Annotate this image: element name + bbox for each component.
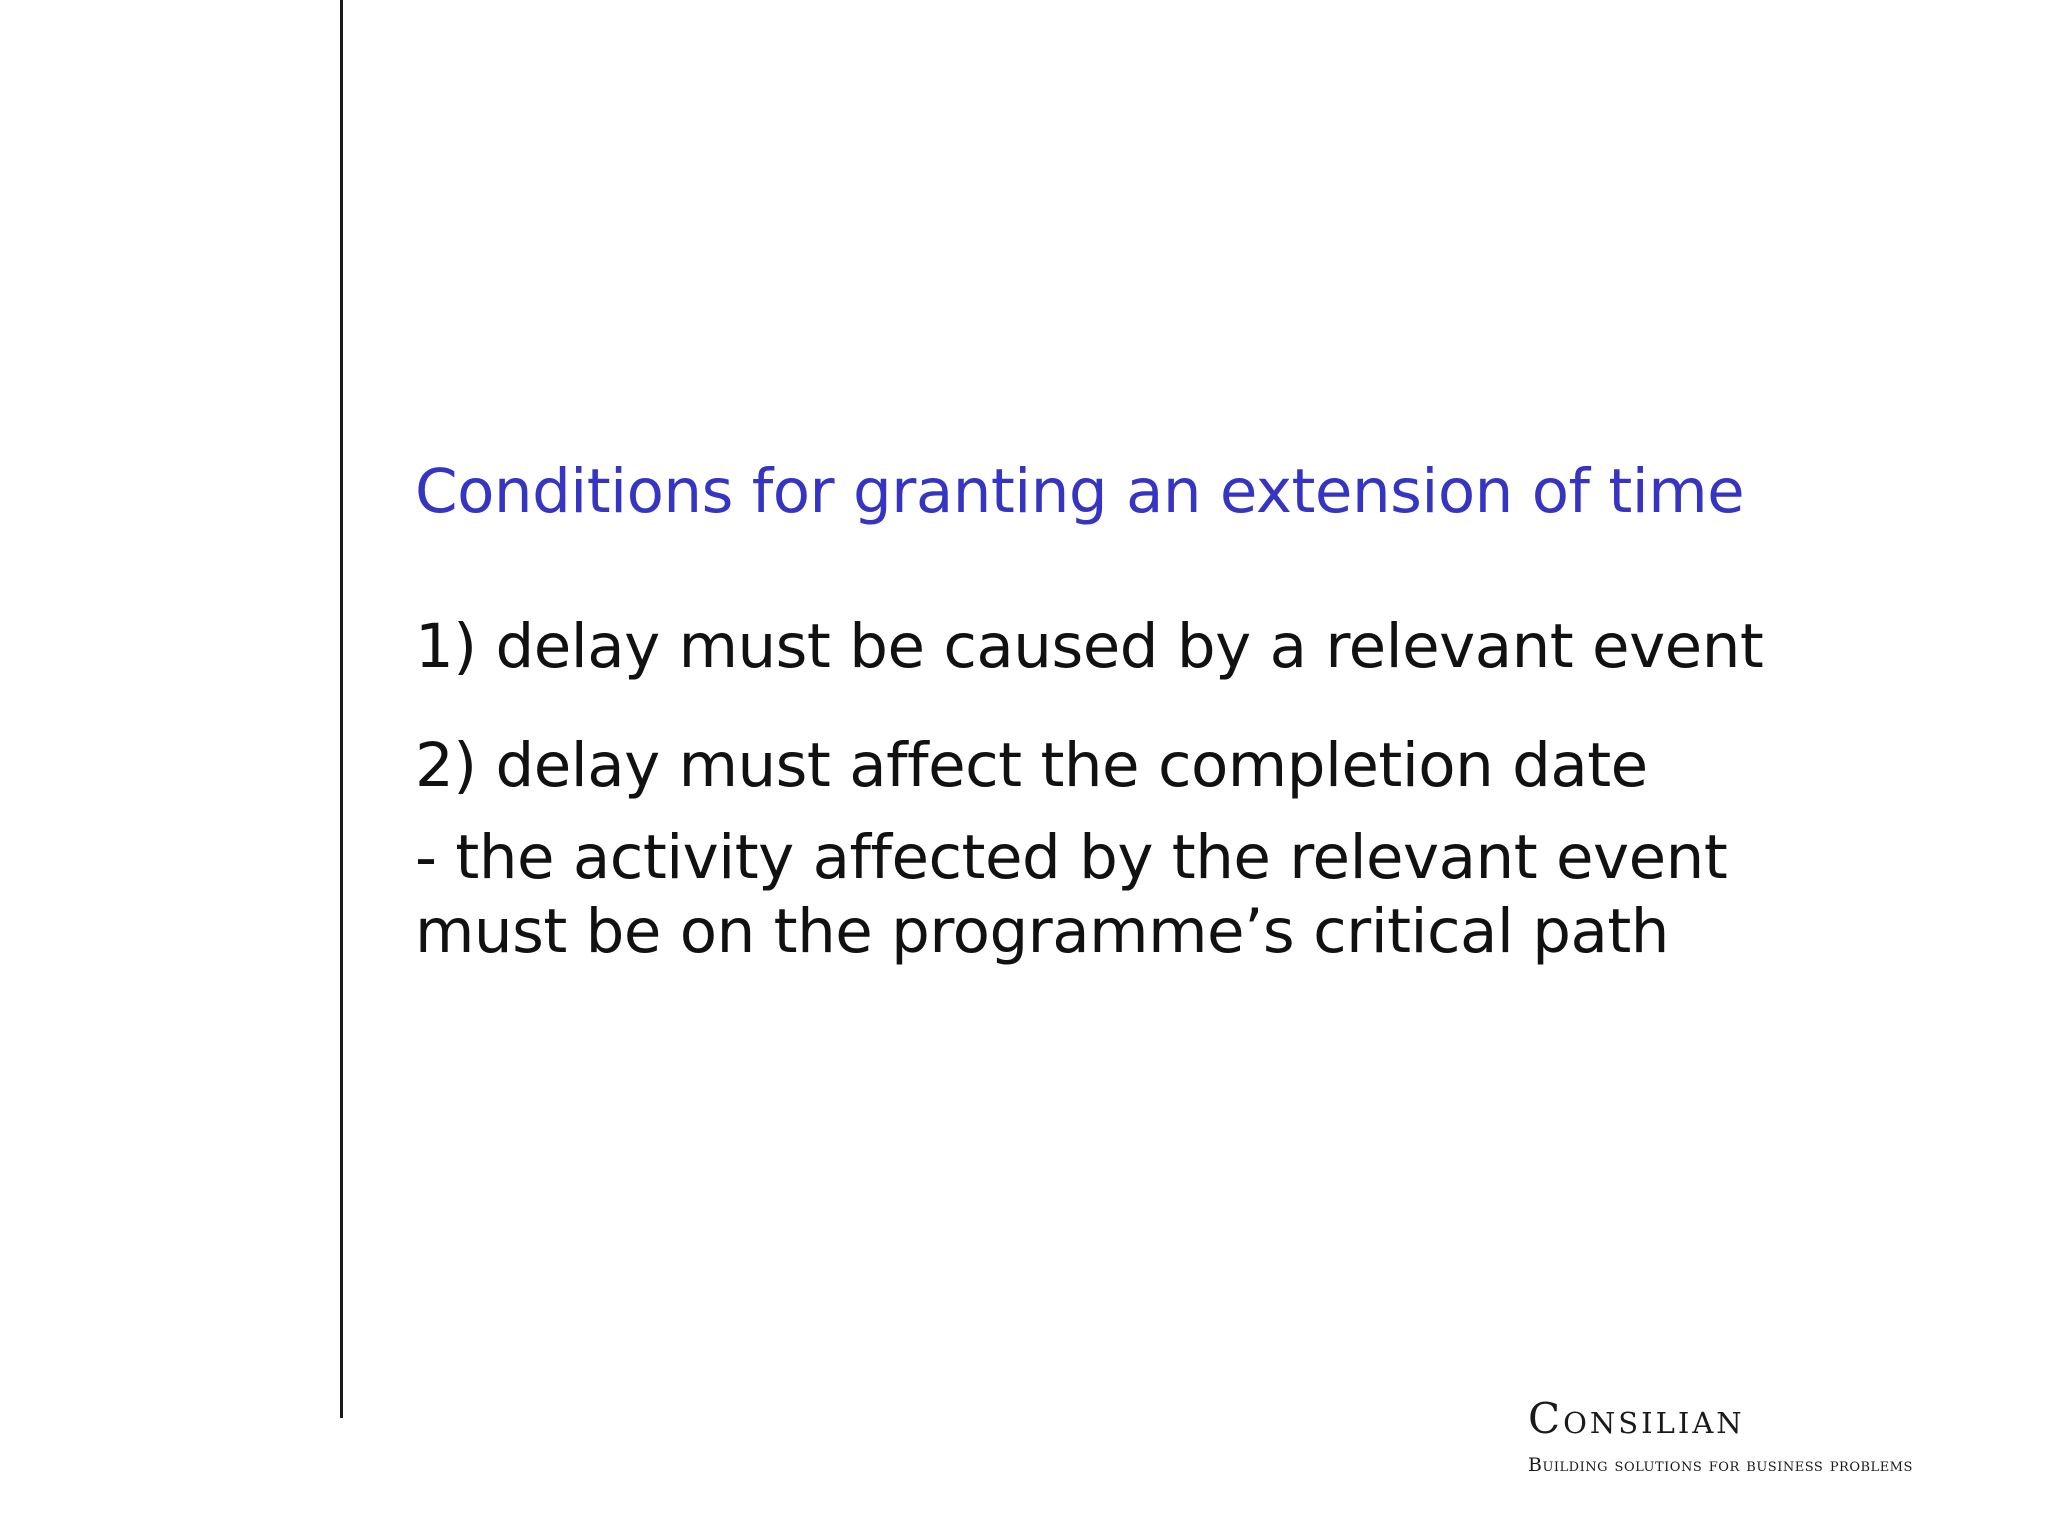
condition-2: 2) delay must affect the completion date [415, 729, 1648, 801]
condition-1: 1) delay must be caused by a relevant event [415, 611, 1764, 683]
slide-content [415, 455, 1815, 970]
condition-note-line-2: must be on the programme’s critical path [415, 896, 1669, 968]
company-logo [1528, 1394, 1913, 1476]
condition-note-line-1: - the activity affected by the relevant event [415, 822, 1728, 893]
vertical-divider [340, 0, 343, 1418]
logo-tagline: Building solutions for business problems [1528, 1454, 1913, 1476]
logo-name: Consilian [1528, 1394, 1745, 1443]
slide-title: Conditions for granting an extension of time [415, 456, 1745, 527]
